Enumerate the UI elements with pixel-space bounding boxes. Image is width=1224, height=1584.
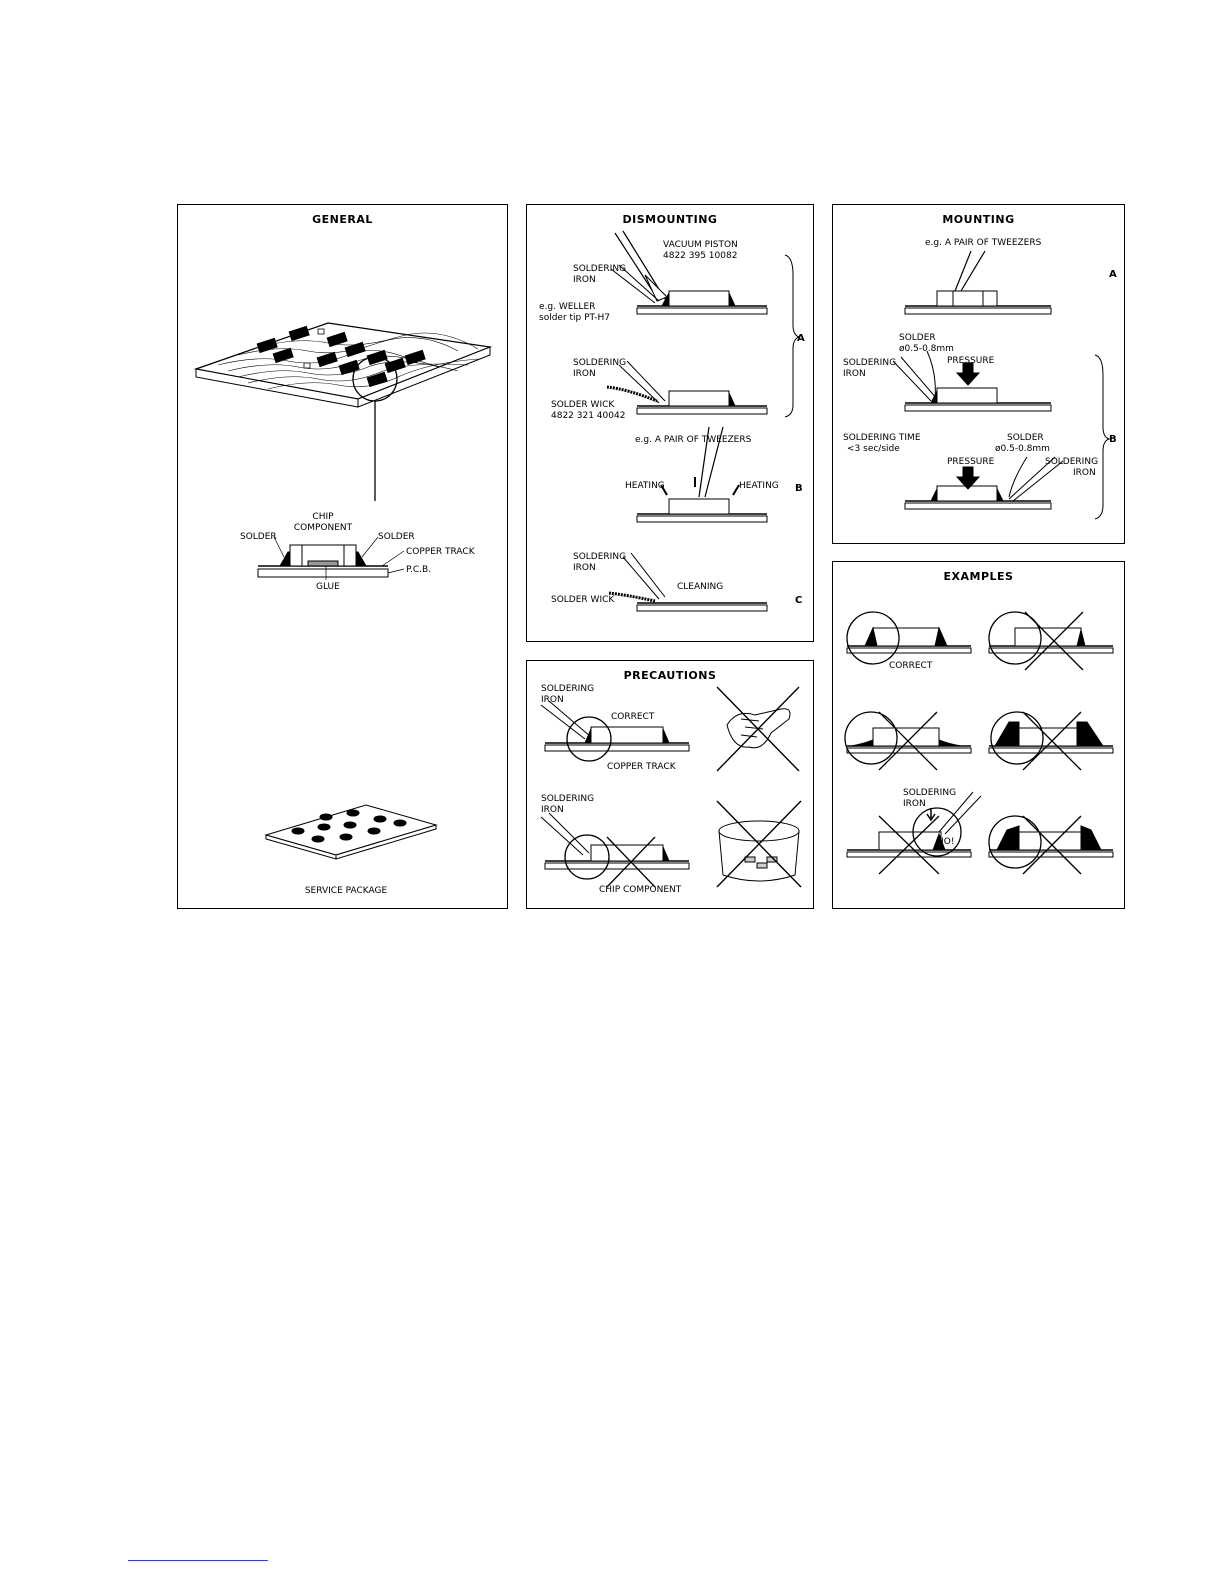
service-package-illustration (266, 805, 436, 859)
label-cleaning: CLEANING (677, 582, 724, 592)
label-soldering-iron-b: IRON (903, 799, 926, 809)
general-panel (177, 204, 508, 909)
label-solder-1: SOLDER (899, 333, 936, 343)
footer-rule (128, 1560, 268, 1561)
label-vacuum-piston: VACUUM PISTON (663, 240, 738, 250)
label-solder-right: SOLDER (378, 532, 415, 542)
general-diagram (178, 205, 509, 910)
label-soldering-iron-2a: SOLDERING (1045, 457, 1099, 467)
label-soldering-iron-2b: IRON (1073, 468, 1096, 478)
mounting-title: MOUNTING (942, 213, 1015, 226)
label-glue: GLUE (316, 582, 340, 592)
label-vacuum-number: 4822 395 10082 (663, 251, 738, 261)
label-soldering-iron-1b: IRON (541, 695, 564, 705)
examples-title: EXAMPLES (943, 570, 1014, 583)
label-marker-c: C (795, 595, 803, 606)
precautions-diagram (527, 661, 815, 910)
mounting-panel (832, 204, 1125, 544)
precautions-title: PRECAUTIONS (623, 669, 717, 682)
label-copper-track: COPPER TRACK (406, 547, 475, 557)
label-soldering-2a: SOLDERING (573, 358, 627, 368)
label-correct: CORRECT (889, 661, 933, 671)
label-soldering-3a: SOLDERING (573, 552, 627, 562)
label-soldering-iron-2a: SOLDERING (541, 794, 595, 804)
label-component: COMPONENT (293, 523, 353, 533)
label-chip-component: CHIP COMPONENT (599, 885, 682, 895)
label-marker-b: B (795, 483, 803, 494)
label-soldering-1a: SOLDERING (573, 264, 627, 274)
label-marker-a: A (797, 333, 805, 344)
chip-cross-section (258, 545, 388, 577)
pcb-board-illustration (196, 323, 490, 501)
label-soldering-iron-1b: IRON (843, 369, 866, 379)
examples-panel (832, 561, 1125, 909)
label-copper-track: COPPER TRACK (607, 762, 676, 772)
label-no: NO! (937, 837, 955, 847)
label-solder-wick-number: 4822 321 40042 (551, 411, 626, 421)
label-weller: e.g. WELLER (539, 302, 596, 312)
label-heating-left: HEATING (625, 481, 665, 491)
label-correct: CORRECT (611, 712, 655, 722)
mounting-diagram (833, 205, 1126, 545)
label-solder-wick-2: SOLDER WICK (551, 595, 615, 605)
label-tweezers: e.g. A PAIR OF TWEEZERS (635, 435, 752, 445)
label-soldering-iron-2b: IRON (541, 805, 564, 815)
label-soldering-time-value: <3 sec/side (847, 444, 900, 454)
label-chip: CHIP (312, 512, 334, 522)
label-soldering-1b: IRON (573, 275, 596, 285)
label-pcb: P.C.B. (406, 565, 432, 575)
dismounting-title: DISMOUNTING (622, 213, 718, 226)
label-solder-wick: SOLDER WICK (551, 400, 615, 410)
examples-diagram (833, 562, 1126, 910)
label-heating-right: HEATING (739, 481, 779, 491)
label-solder-2-size: ø0.5-0.8mm (995, 444, 1050, 454)
label-weller-tip: solder tip PT-H7 (539, 313, 610, 323)
label-marker-b: B (1109, 434, 1117, 445)
general-title: GENERAL (312, 213, 373, 226)
label-soldering-time: SOLDERING TIME (843, 433, 921, 443)
label-tweezers: e.g. A PAIR OF TWEEZERS (925, 238, 1042, 248)
label-soldering-iron-1a: SOLDERING (843, 358, 897, 368)
label-solder-1-size: ø0.5-0.8mm (899, 344, 954, 354)
label-marker-a: A (1109, 269, 1117, 280)
label-soldering-iron-a: SOLDERING (903, 788, 957, 798)
label-solder-2: SOLDER (1007, 433, 1044, 443)
label-soldering-iron-1a: SOLDERING (541, 684, 595, 694)
precautions-panel (526, 660, 814, 909)
dismounting-diagram (527, 205, 815, 643)
label-soldering-3b: IRON (573, 563, 596, 573)
dismounting-panel (526, 204, 814, 642)
label-soldering-2b: IRON (573, 369, 596, 379)
label-service-package: SERVICE PACKAGE (304, 886, 388, 896)
label-solder-left: SOLDER (240, 532, 277, 542)
label-pressure-1: PRESSURE (947, 356, 995, 366)
label-pressure-2: PRESSURE (947, 457, 995, 467)
